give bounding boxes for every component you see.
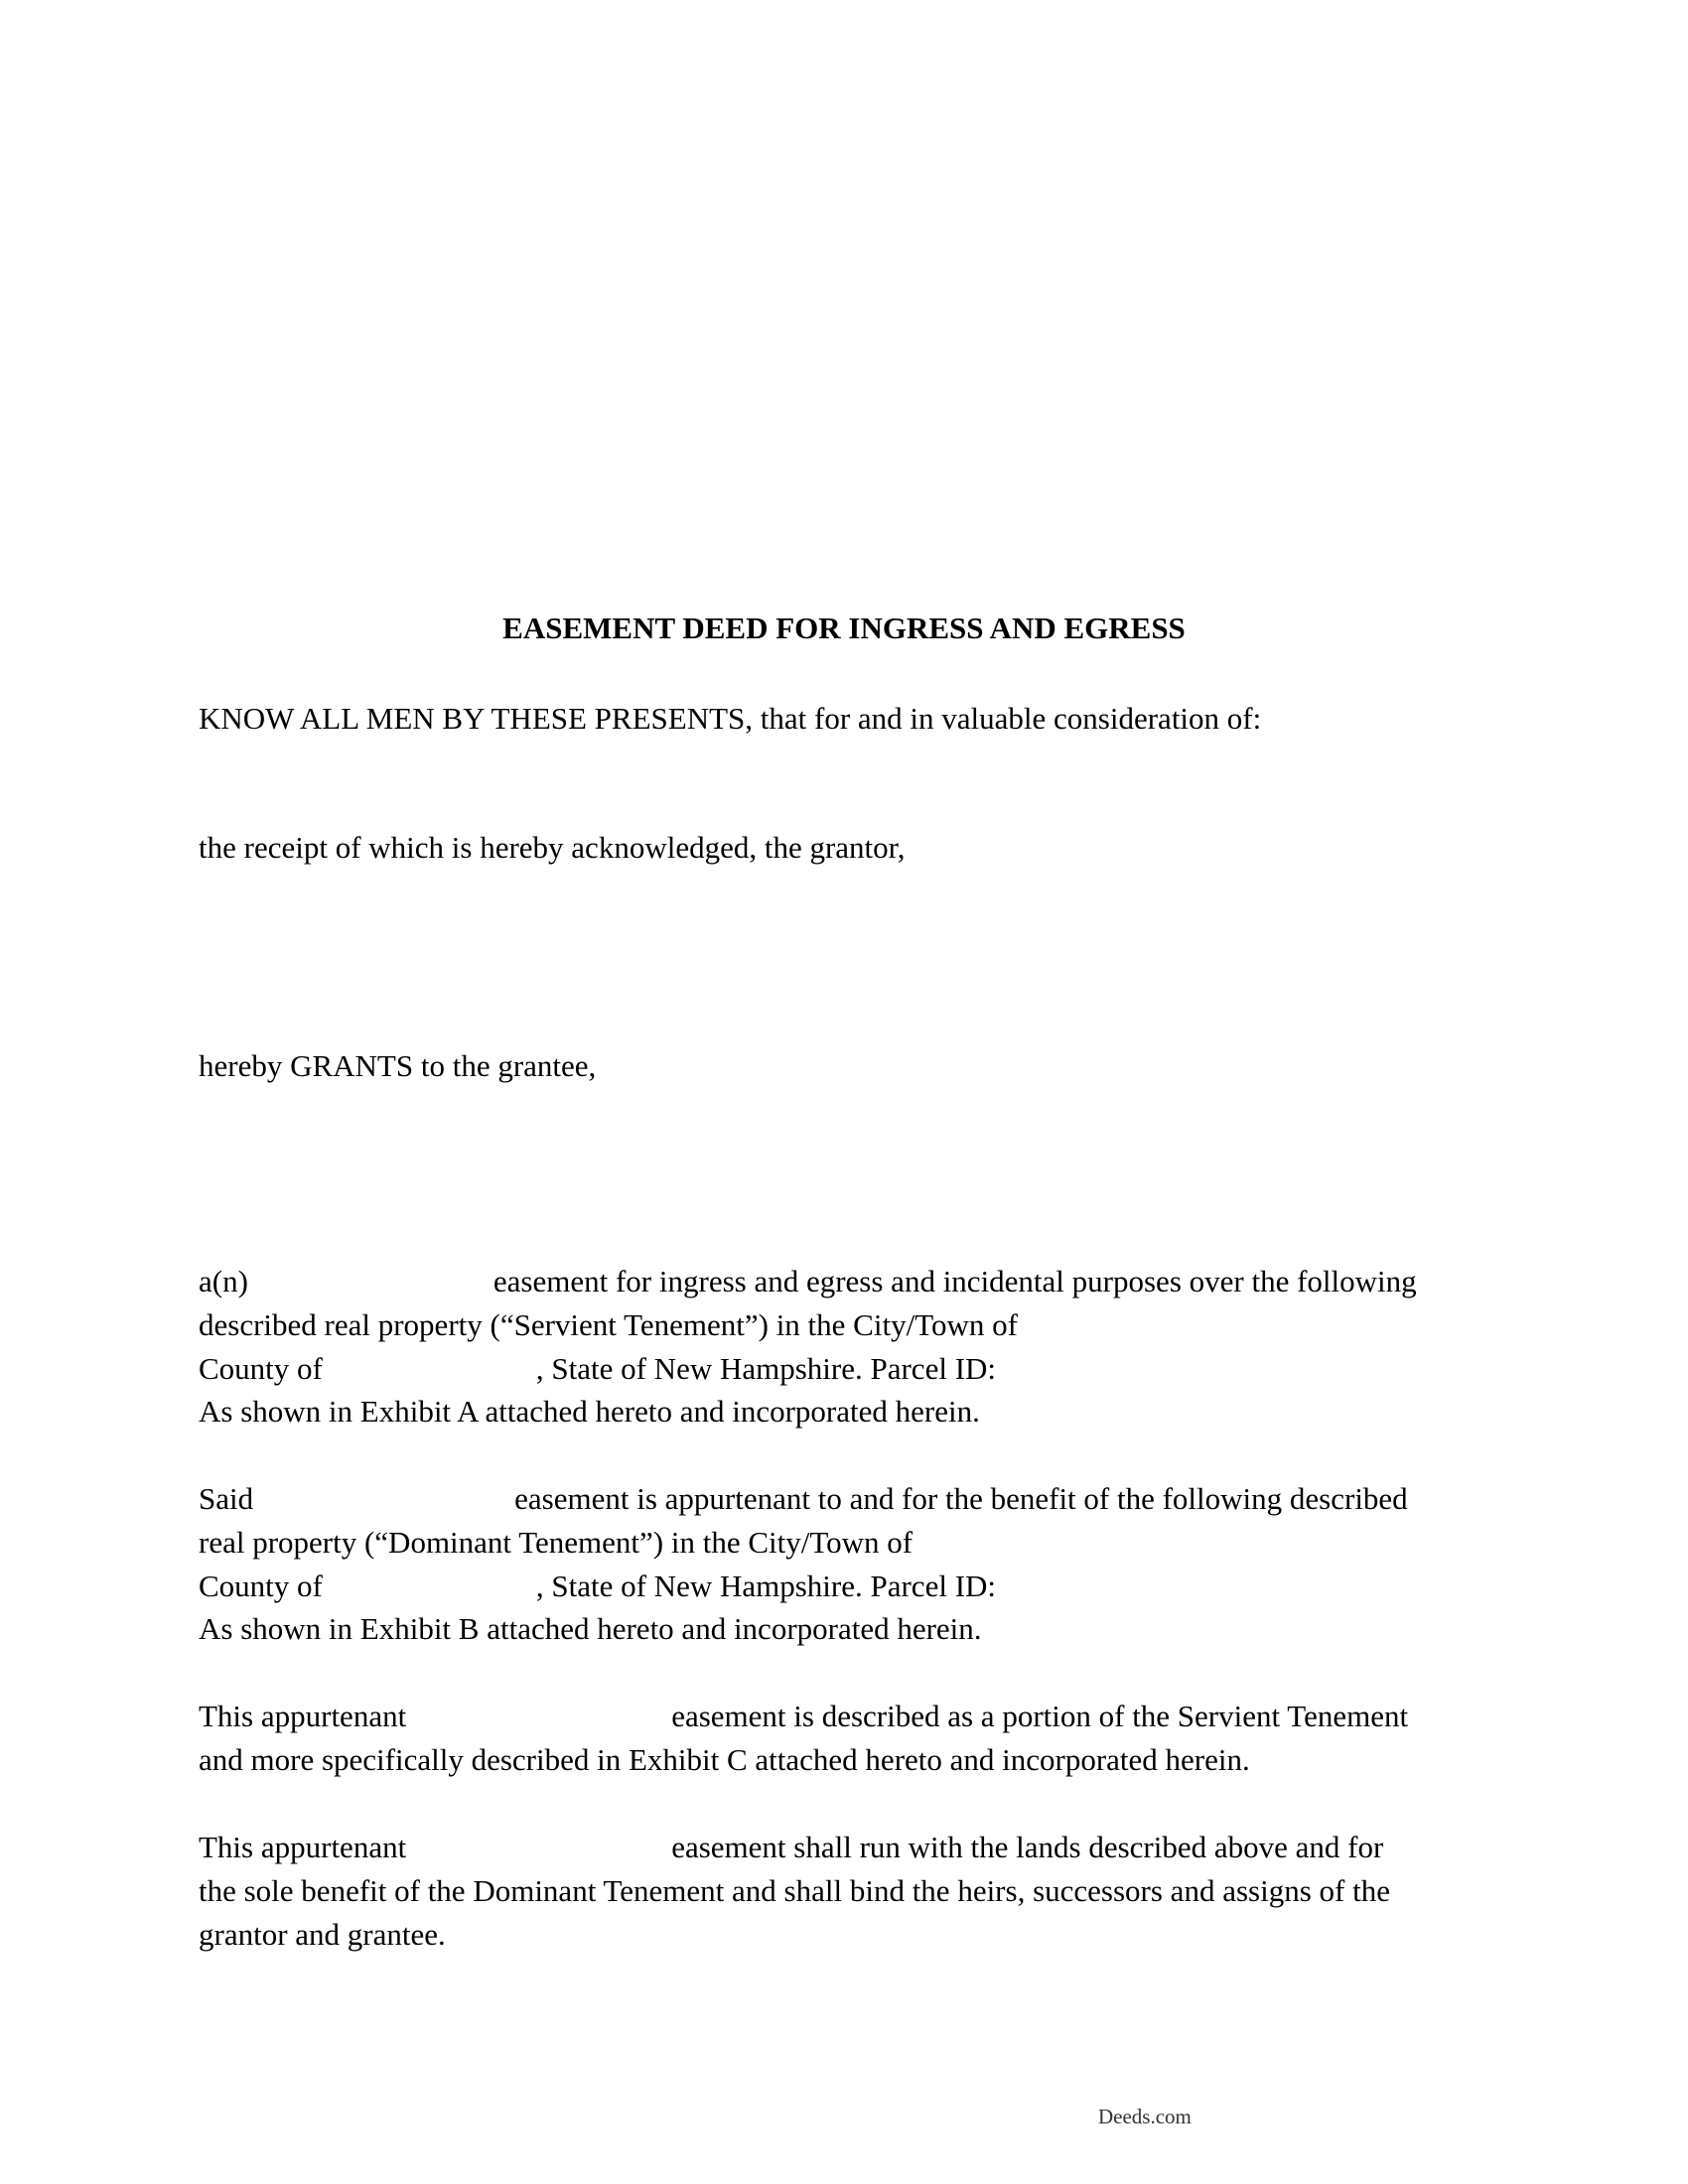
- dominant-line-1: [199, 1480, 1408, 1518]
- run-line-3: grantor and grantee.: [199, 1917, 446, 1952]
- consideration-intro: KNOW ALL MEN BY THESE PRESENTS, that for and in valuable consideration of:: [199, 701, 1262, 736]
- state-parcel-label: , State of New Hampshire. Parcel ID:: [535, 1351, 997, 1386]
- county-label: County of: [199, 1351, 323, 1386]
- appurtenant-label: This appurtenant: [199, 1699, 407, 1733]
- run-line-1: [199, 1829, 1383, 1866]
- servient-line-1-text: easement for ingress and egress and incidental purposes over the following: [492, 1264, 1417, 1298]
- appurtenant-label: This appurtenant: [199, 1830, 407, 1864]
- receipt-line: the receipt of which is hereby acknowledged, the grantor,: [199, 830, 906, 865]
- dominant-line-3: [199, 1568, 996, 1605]
- dominant-line-2: real property (“Dominant Tenement”) in the City/Town of: [199, 1525, 914, 1560]
- exhibit-c-line: and more specifically described in Exhibit C attached hereto and incorporated herein.: [199, 1742, 1250, 1777]
- servient-line-3: [199, 1350, 996, 1388]
- servient-article: a(n): [199, 1264, 248, 1298]
- run-line-1-text: easement shall run with the lands described above and for: [671, 1830, 1384, 1864]
- run-line-2: the sole benefit of the Dominant Tenement and shall bind the heirs, successors and assigns of the: [199, 1873, 1390, 1908]
- servient-line-2: described real property (“Servient Tenement”) in the City/Town of: [199, 1307, 1018, 1342]
- grants-line: hereby GRANTS to the grantee,: [199, 1048, 597, 1083]
- exhibit-a-line: As shown in Exhibit A attached hereto and incorporated herein.: [199, 1394, 980, 1429]
- dominant-line-1-text: easement is appurtenant to and for the benefit of the following described: [514, 1481, 1408, 1516]
- state-parcel-label: , State of New Hampshire. Parcel ID:: [535, 1569, 997, 1603]
- footer-source: Deeds.com: [1098, 2105, 1192, 2128]
- document-title: EASEMENT DEED FOR INGRESS AND EGRESS: [502, 611, 1186, 645]
- exhibit-b-line: As shown in Exhibit B attached hereto and incorporated herein.: [199, 1611, 982, 1646]
- county-label: County of: [199, 1569, 323, 1603]
- said-label: Said: [199, 1481, 254, 1516]
- description-line-1: [199, 1698, 1408, 1735]
- servient-line-1: [199, 1263, 1417, 1300]
- description-line-1-text: easement is described as a portion of the Servient Tenement: [671, 1699, 1409, 1733]
